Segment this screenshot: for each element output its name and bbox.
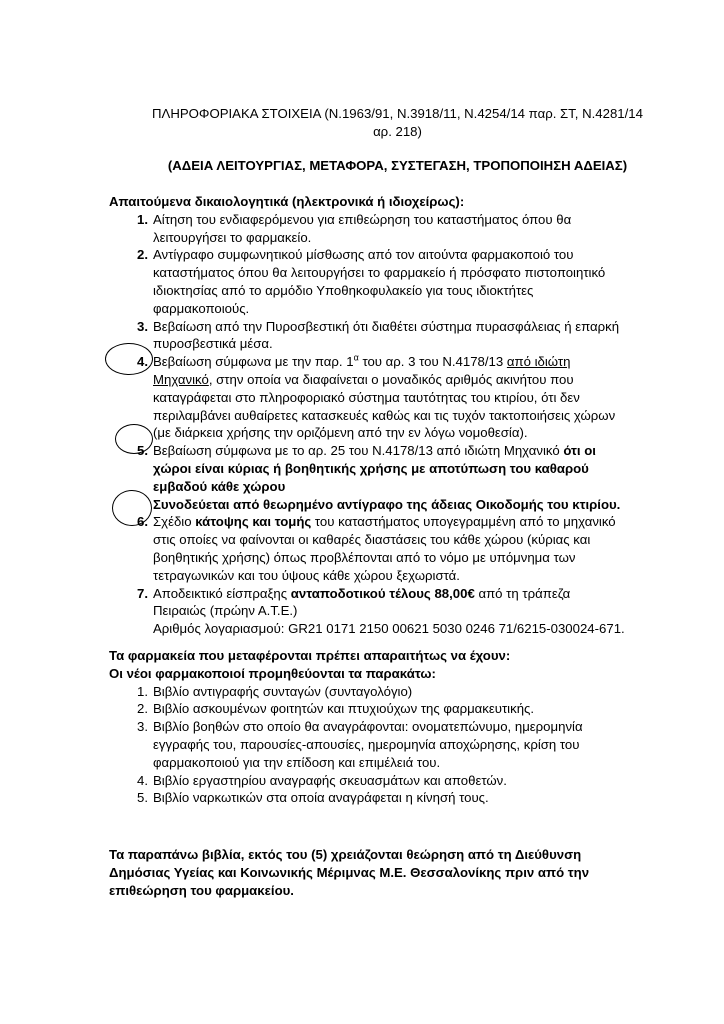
item-text: καταγράφεται στο πληροφοριακό σύστημα ταυτότητας του κτιρίου, ότι δεν — [153, 389, 580, 405]
requirements-list — [109, 211, 699, 638]
requirement-item-4 — [109, 353, 699, 442]
item-text-part: του αρ. 3 του Ν.4178/13 — [358, 354, 507, 370]
item-text: Βεβαίωση από την Πυροσβεστική ότι διαθέτει σύστημα πυρασφάλειας ή επαρκή — [153, 318, 620, 334]
bold-text: κάτοψης και τομής — [195, 514, 312, 530]
item-text: καταστήματος όπου θα λειτουργήσει το φαρμακείο ή πρόσφατο πιστοποιητικό — [153, 265, 606, 281]
book-item-1 — [109, 683, 699, 701]
footer-line: επιθεώρηση του φαρμακείου. — [109, 882, 294, 898]
requirement-item-2 — [109, 246, 699, 317]
footer-note — [109, 846, 699, 899]
item-number: 1. — [137, 211, 148, 227]
requirement-item-5 — [109, 442, 699, 513]
item-text: φαρμακοποιού για την επίδοση και επιμέλειά του. — [153, 754, 441, 770]
requirement-item-7 — [109, 585, 699, 638]
item-text: Βιβλίο εργαστηρίου αναγραφής σκευασμάτων και αποθετών. — [153, 772, 507, 788]
item-text-part: Βεβαίωση σύμφωνα με το αρ. 25 του Ν.4178/13 από ιδιώτη Μηχανικό — [153, 443, 564, 459]
item-text: Πειραιώς (πρώην Α.Τ.Ε.) — [153, 603, 298, 619]
item-text-part: του καταστήματος υπογεγραμμένη από το μηχανικό — [311, 514, 616, 530]
item-number: 4. — [137, 354, 148, 370]
item-text: πυροσβεστικά μέσα. — [153, 336, 273, 352]
item-text: λειτουργήσει το φαρμακείο. — [153, 229, 312, 245]
hand-drawn-circle — [105, 343, 153, 375]
item-text-part: Αποδεικτικό είσπραξης — [153, 585, 291, 601]
item-text: Αριθμός λογαριασμού: GR21 0171 2150 00621 5030 0246 71/6215-030024-671. — [153, 621, 625, 637]
item-text: Αίτηση του ενδιαφερόμενου για επιθεώρηση του καταστήματος όπου θα — [153, 211, 572, 227]
hand-drawn-circle — [112, 490, 152, 526]
requirement-item-6 — [109, 513, 699, 584]
underlined-text: Μηχανικό — [153, 371, 209, 387]
item-text — [153, 585, 699, 603]
header-line-1: ΠΛΗΡΟΦΟΡΙΑΚΑ ΣΤΟΙΧΕΙΑ (Ν.1963/91, Ν.3918/11, Ν.4254/14 παρ. ΣΤ, Ν.4281/14 — [152, 106, 643, 121]
item-number: 4. — [137, 772, 148, 788]
underlined-text: από ιδιώτη — [506, 354, 571, 370]
requirement-item-3 — [109, 318, 699, 354]
item-text: Βιβλίο ναρκωτικών στα οποία αναγράφεται η κίνησή τους. — [153, 790, 489, 806]
document-subtitle: (ΑΔΕΙΑ ΛΕΙΤΟΥΡΓΙΑΣ, ΜΕΤΑΦΟΡΑ, ΣΥΣΤΕΓΑΣΗ, ΤΡΟΠΟΠΟΙΗΣΗ ΑΔΕΙΑΣ) — [167, 158, 628, 173]
bold-text: Συνοδεύεται από θεωρημένο αντίγραφο της άδειας Οικοδομής του κτιρίου. — [153, 496, 621, 512]
item-number: 5. — [137, 790, 148, 806]
book-item-2 — [109, 700, 699, 718]
books-list — [109, 683, 699, 808]
item-text — [153, 513, 699, 531]
requirements-section — [109, 193, 699, 638]
item-number: 2. — [137, 247, 148, 263]
item-number: 3. — [137, 719, 148, 735]
bold-text: ανταποδοτικού τέλους 88,00€ — [290, 585, 475, 601]
hand-drawn-circle — [115, 424, 153, 454]
item-text-part: Σχέδιο — [153, 514, 196, 530]
books-title-2: Οι νέοι φαρμακοποιοί προμηθεύονται τα παρακάτω: — [109, 665, 436, 681]
item-number: 5. — [137, 443, 148, 459]
item-text: φαρμακοποιούς. — [153, 300, 250, 316]
item-number: 7. — [137, 585, 148, 601]
item-text: τετραγωνικών και του ύψους κάθε χώρου ξεχωριστά. — [153, 567, 460, 583]
item-text: Βιβλίο αντιγραφής συνταγών (συνταγολόγιο) — [153, 683, 413, 699]
item-text: περιλαμβάνει αυθαίρετες κατασκευές καθώς και τις τυχόν τακτοποιήσεις χώρων — [153, 407, 616, 423]
item-text: βοηθητικής χρήσης) όπως προβλέπονται από το νόμο με υπόμνημα των — [153, 549, 576, 565]
superscript: α — [353, 352, 359, 363]
item-text — [153, 353, 699, 371]
item-text-part: Βεβαίωση σύμφωνα με την παρ. 1 — [153, 354, 354, 370]
document-header — [110, 105, 685, 141]
item-text — [153, 442, 699, 460]
bold-text: χώροι είναι κύριας ή βοηθητικής χρήσης με αποτύπωση του καθαρού — [153, 460, 589, 476]
item-text-part: , στην οποία να διαφαίνεται ο μοναδικός αριθμός ακινήτου που — [208, 371, 574, 387]
item-text: Βιβλίο βοηθών στο οποίο θα αναγράφονται: ονοματεπώνυμο, ημερομηνία — [153, 719, 583, 735]
item-text: Βιβλίο ασκουμένων φοιτητών και πτυχιούχων της φαρμακευτικής. — [153, 701, 535, 717]
item-text: ιδιοκτησίας από το αρμόδιο Υποθηκοφυλακείο για τους ιδιοκτήτες — [153, 282, 534, 298]
item-number: 1. — [137, 683, 148, 699]
requirement-item-1 — [109, 211, 699, 247]
footer-line: Τα παραπάνω βιβλία, εκτός του (5) χρειάζονται θεώρηση από τη Διεύθυνση — [109, 847, 582, 862]
header-line-2: αρ. 218) — [373, 123, 422, 139]
item-number: 2. — [137, 701, 148, 717]
book-item-5 — [109, 789, 699, 807]
item-text-part: από τη τράπεζα — [474, 585, 571, 601]
item-text: εγγραφής του, παρουσίες-απουσίες, ημερομηνία αποχώρησης, κρίση του — [153, 736, 580, 752]
item-text: (με διάρκεια χρήσης την οριζόμενη από την εν λόγω νομοθεσία). — [153, 425, 528, 441]
item-number: 3. — [137, 318, 148, 334]
book-item-4 — [109, 772, 699, 790]
books-title-1: Τα φαρμακεία που μεταφέρονται πρέπει απαραιτήτως να έχουν: — [109, 648, 511, 663]
books-section — [109, 647, 699, 807]
item-text: Αντίγραφο συμφωνητικού μίσθωσης από τον αιτούντα φαρμακοποιό του — [153, 247, 574, 263]
item-text: στις οποίες να φαίνονται οι καθαρές διαστάσεις του κάθε χώρου (κύριας και — [153, 532, 591, 548]
item-number: 6. — [137, 514, 148, 530]
requirements-title: Απαιτούμενα δικαιολογητικά (ηλεκτρονικά ή ιδιοχείρως): — [109, 194, 465, 209]
bold-text: εμβαδού κάθε χώρου — [153, 478, 286, 494]
item-text — [153, 371, 699, 389]
footer-line: Δημόσιας Υγείας και Κοινωνικής Μέριμνας Μ.Ε. Θεσσαλονίκης πριν από την — [109, 864, 590, 880]
bold-text: ότι οι — [563, 443, 596, 459]
book-item-3 — [109, 718, 699, 771]
